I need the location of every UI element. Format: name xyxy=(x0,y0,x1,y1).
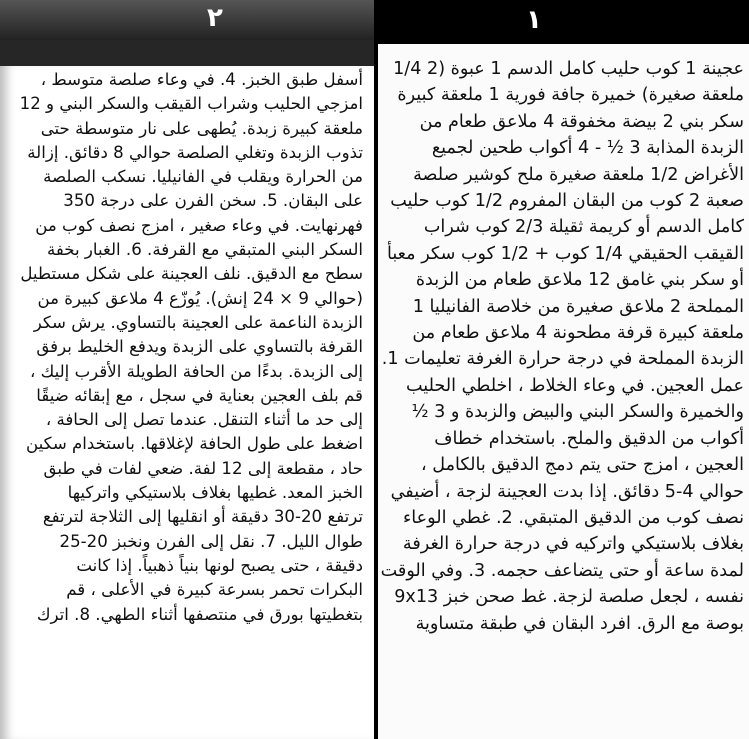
left-panel xyxy=(0,0,374,739)
right-page xyxy=(378,44,749,739)
right-panel-header xyxy=(375,0,749,44)
right-recipe-text: عجينة 1 كوب حليب كامل الدسم 1 عبوة (2 1/4 ملعقة صغيرة) خميرة جافة فورية 1 ملعقة كبيرة سكر بني 2 بيضة مخفوقة 4 ملاعق طعام من الزبدة المذابة 3 ½ - 4 أكواب طحين لجميع الأغراض 1/2 ملعقة صغيرة ملح كوشير صلصة صعبة 2 كوب من البقان المفروم 1/2 كوب حليب كامل الدسم أو كريمة ثقيلة 2/3 كوب شراب القيقب الحقيقي 1/4 كوب + 1/2 كوب سكر معبأ أو سكر بني غامق 12 ملاعق طعام من الزبدة المملحة 2 ملاعق صغيرة من خلاصة الفانيليا 1 ملعقة كبيرة قرفة مطحونة 4 ملاعق طعام من الزبدة المملحة في درجة حرارة الغرفة تعليمات 1. عمل العجين. في وعاء الخلاط ، اخلطي الحليب والخميرة والسكر البني والبيض والزبدة و 3 ½ أكواب من الدقيق والملح. باستخدام خطاف العجين ، امزج حتى يتم دمج الدقيق بالكامل ، حوالي 4-5 دقائق. إذا بدت العجينة لزجة ، أضيفي نصف كوب من الدقيق المتبقي. 2. غطي الوعاء بغلاف بلاستيكي واتركيه في درجة حرارة الغرفة لمدة ساعة أو حتى يتضاعف حجمه. 3. وفي الوقت نفسه ، لجعل صلصة لزجة. غط صحن خبز 9x13 بوصة مع الرق. افرد البقان في طبقة متساوية xyxy=(380,59,744,634)
page-number-2: ٢ xyxy=(207,3,223,33)
left-recipe-text: أسفل طبق الخبز. 4. في وعاء صلصة متوسط ، امزجي الحليب وشراب القيقب والسكر البني و 12 ملعقة كبيرة زبدة. يُطهى على نار متوسطة حتى تذوب الزبدة وتغلي الصلصة حوالي 8 دقائق. إزالة من الحرارة ويقلب في الفانيليا. نسكب الصلصة على البقان. 5. سخن الفرن على درجة 350 فهرنهايت. في وعاء صغير ، امزج نصف كوب من السكر البني المتبقي مع القرفة. 6. الغبار بخفة سطح مع الدقيق. نلف العجينة على شكل مستطيل (حوالي 9 × 24 إنش). يُوزّع 4 ملاعق كبيرة من الزبدة الناعمة على العجينة بالتساوي. يرش سكر القرفة بالتساوي على الزبدة ويدفع الخليط برفق إلى الزبدة. بدءًا من الحافة الطويلة الأقرب إليك ، قم بلف العجين بعناية في سجل ، مع إبقائه ضيقًا إلى حد ما أثناء التنقل. عندما تصل إلى الحافة ، اضغط على طول الحافة لإغلاقها. باستخدام سكين حاد ، مقطعة إلى 12 لفة. ضعي لفات في طبق الخبز المعد. غطيها بغلاف بلاستيكي واتركيها ترتفع 20-30 دقيقة أو انقليها إلى الثلاجة لترتفع طوال الليل. 7. نقل إلى الفرن ونخبز 20-25 دقيقة ، حتى يصبح لونها بنياً ذهبياً. إذا كانت البكرات تحمر بسرعة كبيرة في الأعلى ، قم بتغطيتها بورق في منتصفها أثناء الطهي. 8. اترك xyxy=(19,70,363,624)
left-panel-header xyxy=(0,0,374,40)
left-page xyxy=(0,66,374,739)
right-panel xyxy=(375,0,749,739)
page-number-1: ١ xyxy=(526,5,542,35)
left-panel-top-strip xyxy=(0,40,374,66)
